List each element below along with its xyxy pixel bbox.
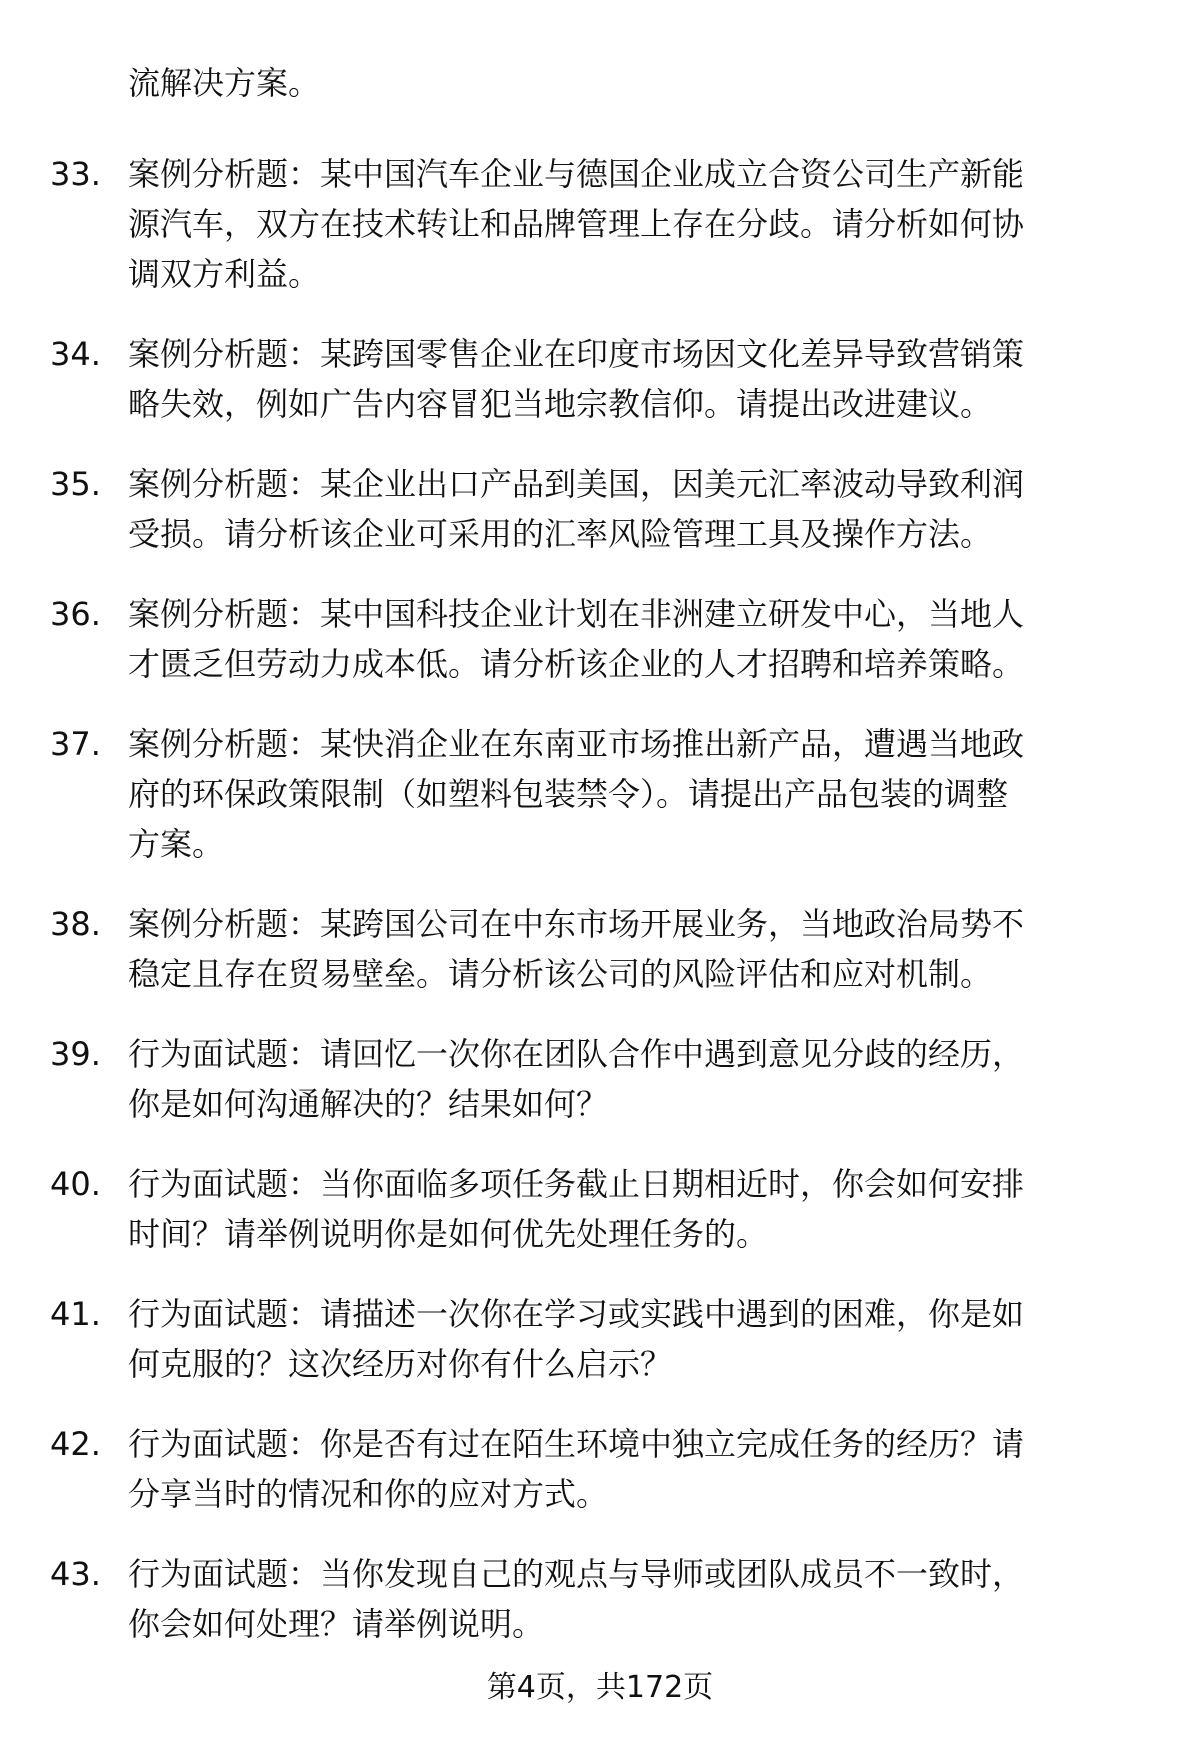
question-item <box>50 1159 1140 1259</box>
question-number: 38. <box>50 905 101 943</box>
question-number: 43. <box>50 1555 101 1593</box>
question-item <box>50 149 1140 299</box>
question-text <box>128 1159 1140 1259</box>
question-item <box>50 719 1140 869</box>
question-text-line: 行为面试题：当你面临多项任务截止日期相近时，你会如何安排 <box>128 1165 1025 1203</box>
question-text <box>128 589 1140 689</box>
question-number: 39. <box>50 1035 101 1073</box>
question-text-line: 略失效，例如广告内容冒犯当地宗教信仰。请提出改进建议。 <box>128 385 993 423</box>
question-number: 35. <box>50 465 101 503</box>
question-text-line: 分享当时的情况和你的应对方式。 <box>128 1475 609 1513</box>
question-item <box>50 329 1140 429</box>
question-item <box>50 1029 1140 1129</box>
question-text-line: 稳定且存在贸易壁垒。请分析该公司的风险评估和应对机制。 <box>128 955 993 993</box>
question-item <box>50 1419 1140 1519</box>
question-text-line: 案例分析题：某中国科技企业计划在非洲建立研发中心，当地人 <box>128 595 1025 633</box>
question-text-line: 案例分析题：某中国汽车企业与德国企业成立合资公司生产新能 <box>128 155 1025 193</box>
question-number: 41. <box>50 1295 101 1333</box>
question-text <box>128 1419 1140 1519</box>
question-item <box>50 899 1140 999</box>
question-list <box>50 149 1140 1649</box>
question-item <box>50 1289 1140 1389</box>
question-number: 37. <box>50 725 101 763</box>
question-text-line: 才匮乏但劳动力成本低。请分析该企业的人才招聘和培养策略。 <box>128 645 1025 683</box>
question-text-line: 时间？请举例说明你是如何优先处理任务的。 <box>128 1215 769 1253</box>
question-item <box>50 459 1140 559</box>
question-item <box>50 589 1140 689</box>
question-text-line: 你是如何沟通解决的？结果如何？ <box>128 1085 609 1123</box>
question-number: 34. <box>50 335 101 373</box>
question-text-line: 案例分析题：某跨国公司在中东市场开展业务，当地政治局势不 <box>128 905 1025 943</box>
question-text-line: 方案。 <box>128 825 225 863</box>
question-text-line: 案例分析题：某企业出口产品到美国，因美元汇率波动导致利润 <box>128 465 1025 503</box>
question-text-line: 调双方利益。 <box>128 255 321 293</box>
page-footer: 第4页，共172页 <box>486 1670 714 1705</box>
continued-text: 流解决方案。 <box>128 64 321 102</box>
question-text <box>128 899 1140 999</box>
question-text-line: 案例分析题：某快消企业在东南亚市场推出新产品，遭遇当地政 <box>128 725 1025 763</box>
question-text-line: 行为面试题：你是否有过在陌生环境中独立完成任务的经历？请 <box>128 1425 1025 1463</box>
question-text-line: 源汽车，双方在技术转让和品牌管理上存在分歧。请分析如何协 <box>128 205 1025 243</box>
question-number: 36. <box>50 595 101 633</box>
question-text-line: 案例分析题：某跨国零售企业在印度市场因文化差异导致营销策 <box>128 335 1025 373</box>
question-item <box>50 1549 1140 1649</box>
question-number: 33. <box>50 155 101 193</box>
question-text <box>128 459 1140 559</box>
question-text-line: 你会如何处理？请举例说明。 <box>128 1605 545 1643</box>
question-text <box>128 329 1140 429</box>
question-text <box>128 1029 1140 1129</box>
question-number: 42. <box>50 1425 101 1463</box>
question-text-line: 受损。请分析该企业可采用的汇率风险管理工具及操作方法。 <box>128 515 993 553</box>
question-text-line: 行为面试题：当你发现自己的观点与导师或团队成员不一致时， <box>128 1555 1025 1593</box>
question-text <box>128 719 1140 869</box>
question-text-line: 府的环保政策限制（如塑料包装禁令）。请提出产品包装的调整 <box>128 775 1009 813</box>
question-text-line: 何克服的？这次经历对你有什么启示？ <box>128 1345 673 1383</box>
question-text-line: 行为面试题：请回忆一次你在团队合作中遇到意见分歧的经历， <box>128 1035 1025 1073</box>
question-content <box>50 58 1140 1679</box>
question-text <box>128 1549 1140 1649</box>
question-text <box>128 1289 1140 1389</box>
question-text-line: 行为面试题：请描述一次你在学习或实践中遇到的困难，你是如 <box>128 1295 1025 1333</box>
question-number: 40. <box>50 1165 101 1203</box>
question-text <box>128 149 1140 299</box>
